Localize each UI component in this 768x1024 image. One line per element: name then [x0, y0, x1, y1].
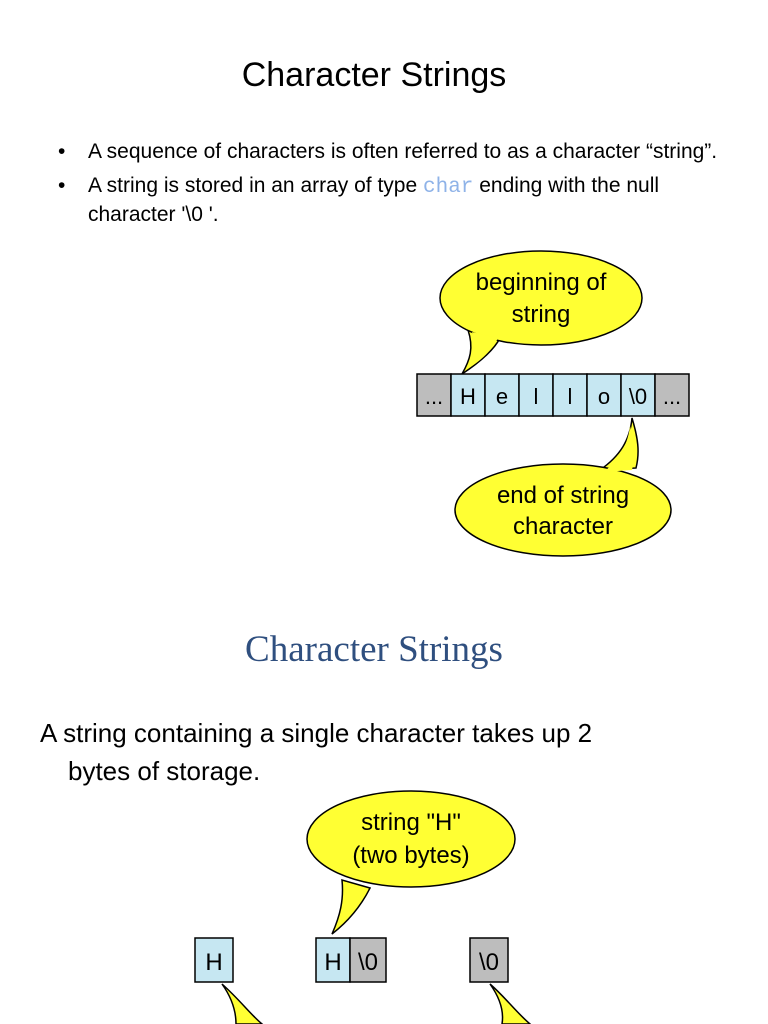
cell-text: e	[495, 384, 509, 409]
cell-text: \0	[628, 384, 648, 409]
callout-tail	[222, 984, 262, 1024]
box-text: \0	[478, 949, 500, 976]
string-box-pair	[316, 938, 386, 982]
cell-text: ...	[424, 384, 444, 409]
callout-text: character	[512, 513, 614, 540]
callout-text: beginning of	[475, 269, 607, 296]
null-box	[470, 938, 508, 982]
char-array	[417, 374, 689, 416]
box-text: H	[324, 949, 342, 976]
char-box-single	[195, 938, 233, 982]
callout-text: string	[511, 301, 571, 328]
bullet-text-pre: A string is stored in an array of type	[88, 174, 423, 197]
box-text: \0	[357, 949, 379, 976]
paragraph-line: A string containing a single character takes up 2	[40, 718, 593, 748]
bullet-text: A sequence of characters is often referred to as a character “string”.	[88, 140, 718, 163]
code-keyword: char	[423, 176, 474, 199]
callout-end-of-string	[455, 418, 671, 556]
bullet-icon: •	[58, 174, 66, 197]
cell-text: o	[597, 384, 611, 409]
paragraph-line: bytes of storage.	[68, 756, 261, 786]
cell-text: H	[460, 384, 476, 409]
callout-text: (two bytes)	[352, 842, 470, 869]
callout-beginning-of-string	[440, 251, 642, 374]
slide-title: Character Strings	[245, 629, 503, 670]
box-text: H	[205, 949, 223, 976]
cell-text: l	[533, 384, 539, 409]
slide-title: Character Strings	[241, 56, 507, 94]
callout-text: end of string	[496, 482, 630, 509]
callout-text: string "H"	[361, 809, 461, 836]
cell-text: ...	[662, 384, 682, 409]
callout-tail	[490, 984, 530, 1024]
bullet-text-post: ending with the null character '\0 '.	[88, 174, 660, 226]
callout-string-h	[307, 791, 515, 934]
paragraph	[40, 714, 720, 790]
bullet-icon: •	[58, 140, 66, 163]
cell-text: l	[567, 384, 573, 409]
